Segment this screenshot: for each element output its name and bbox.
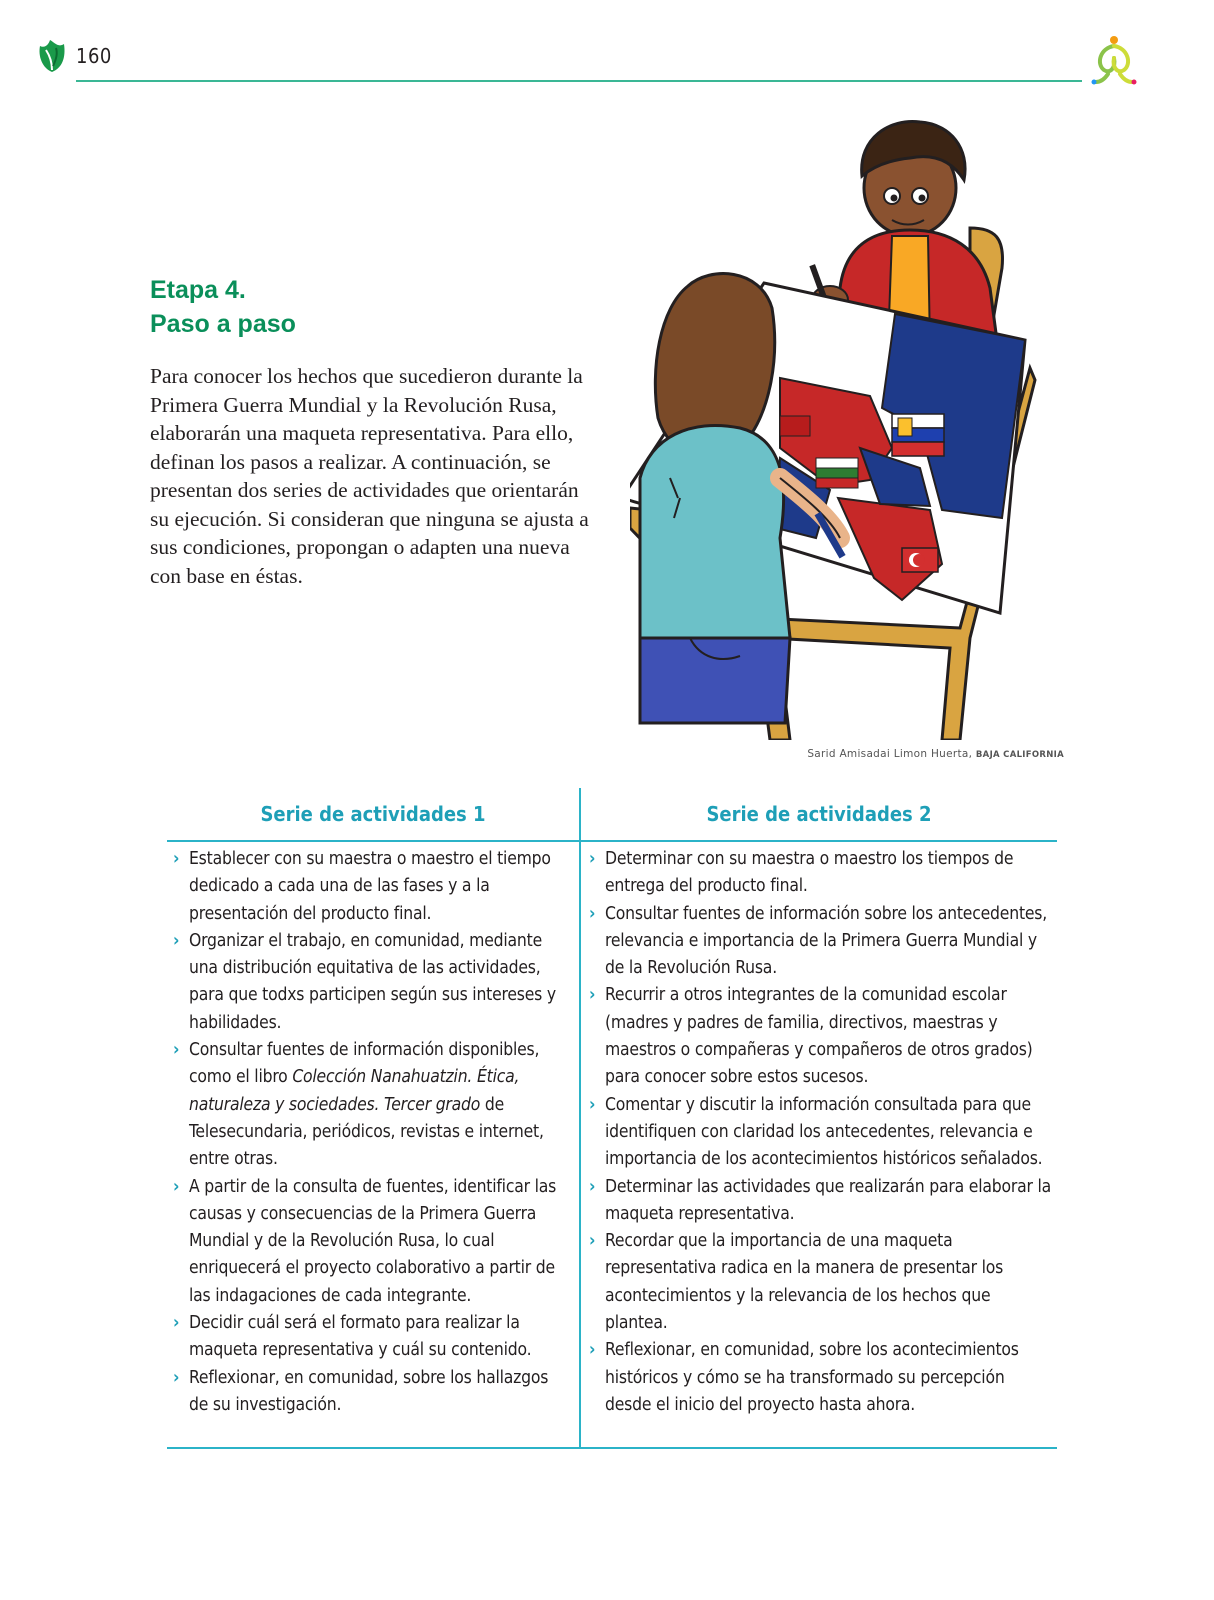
book-title: Colección Nanahuatzin. Ética, naturaleza y sociedades. Tercer grado	[189, 1067, 520, 1115]
list-item: › Reflexionar, en comunidad, sobre los acontecimientos históricos y cómo se ha transformado su percepción desde el inicio del proyecto hasta ahora.	[605, 1337, 1051, 1419]
series-1-list	[167, 840, 579, 1419]
list-item: › Establecer con su maestra o maestro el tiempo dedicado a cada una de las fases y a la presentación del producto final.	[189, 846, 571, 928]
list-item: › Recordar que la importancia de una maqueta representativa radica en la manera de presentar los acontecimientos y la relevancia de los hechos que plantea.	[605, 1228, 1051, 1337]
list-item: › Recurrir a otros integrantes de la comunidad escolar (madres y padres de familia, directivos, maestras y maestros o compañeras y compañeros de otros grados) para conocer sobre estos sucesos.	[605, 982, 1051, 1091]
list-item: › Consultar fuentes de información sobre los antecedentes, relevancia e importancia de la Primera Guerra Mundial y de la Revolución Rusa.	[605, 901, 1051, 983]
page-number: 160	[76, 44, 112, 68]
header-rule	[76, 80, 1082, 82]
item-text: Consultar fuentes de información disponibles, como el libro	[189, 1040, 540, 1088]
credit-state: BAJA CALIFORNIA	[975, 750, 1064, 760]
series-2-list	[581, 840, 1057, 1419]
list-item: › A partir de la consulta de fuentes, identificar las causas y consecuencias de la Primera Guerra Mundial y de la Revolución Rusa, lo cual enriquecerá el proyecto colaborativo a partir de las indagaciones de cada integrante.	[189, 1174, 571, 1310]
item-text: de Telesecundaria, periódicos, revistas e internet, entre otras.	[189, 1094, 544, 1170]
section-subtitle: Paso a paso	[150, 310, 296, 338]
list-item	[189, 1037, 571, 1173]
list-item: › Determinar con su maestra o maestro los tiempos de entrega del producto final.	[605, 846, 1051, 901]
list-item: › Determinar las actividades que realizarán para elaborar la maqueta representativa.	[605, 1174, 1051, 1229]
list-item: › Decidir cuál será el formato para realizar la maqueta representativa y cuál su contenido.	[189, 1310, 571, 1365]
credit-name: Sarid Amisadai Limon Huerta,	[807, 748, 973, 760]
intro-paragraph: Para conocer los hechos que sucedieron durante la Primera Guerra Mundial y la Revolución Rusa, elaborarán una maqueta representativa. Para ello, definan los pasos a realizar. A continuación, se presentan dos series de actividades que orientarán su ejecución. Si consideran que ninguna se ajusta a sus condiciones, propongan o adapten una nueva con base en éstas.	[150, 364, 589, 588]
activity-series-2	[581, 788, 1057, 1419]
bottom-rule	[167, 1447, 1057, 1449]
series-1-heading: Serie de actividades 1	[260, 802, 486, 826]
stylized-figure-logo-icon	[1090, 34, 1138, 86]
activities-table	[167, 788, 1057, 1448]
activity-series-1	[167, 788, 579, 1419]
section-title: Etapa 4.	[150, 276, 246, 304]
list-item: › Organizar el trabajo, en comunidad, mediante una distribución equitativa de las actividades, para que todxs participen según sus intereses y habilidades.	[189, 928, 571, 1037]
series-2-heading: Serie de actividades 2	[706, 802, 932, 826]
children-drawing-map-illustration	[630, 118, 1060, 740]
green-leaf-logo-icon	[36, 38, 68, 74]
list-item: › Reflexionar, en comunidad, sobre los hallazgos de su investigación.	[189, 1365, 571, 1420]
illustration-credit	[807, 748, 1064, 760]
list-item: › Comentar y discutir la información consultada para que identifiquen con claridad los antecedentes, relevancia e importancia de los acontecimientos históricos señalados.	[605, 1092, 1051, 1174]
